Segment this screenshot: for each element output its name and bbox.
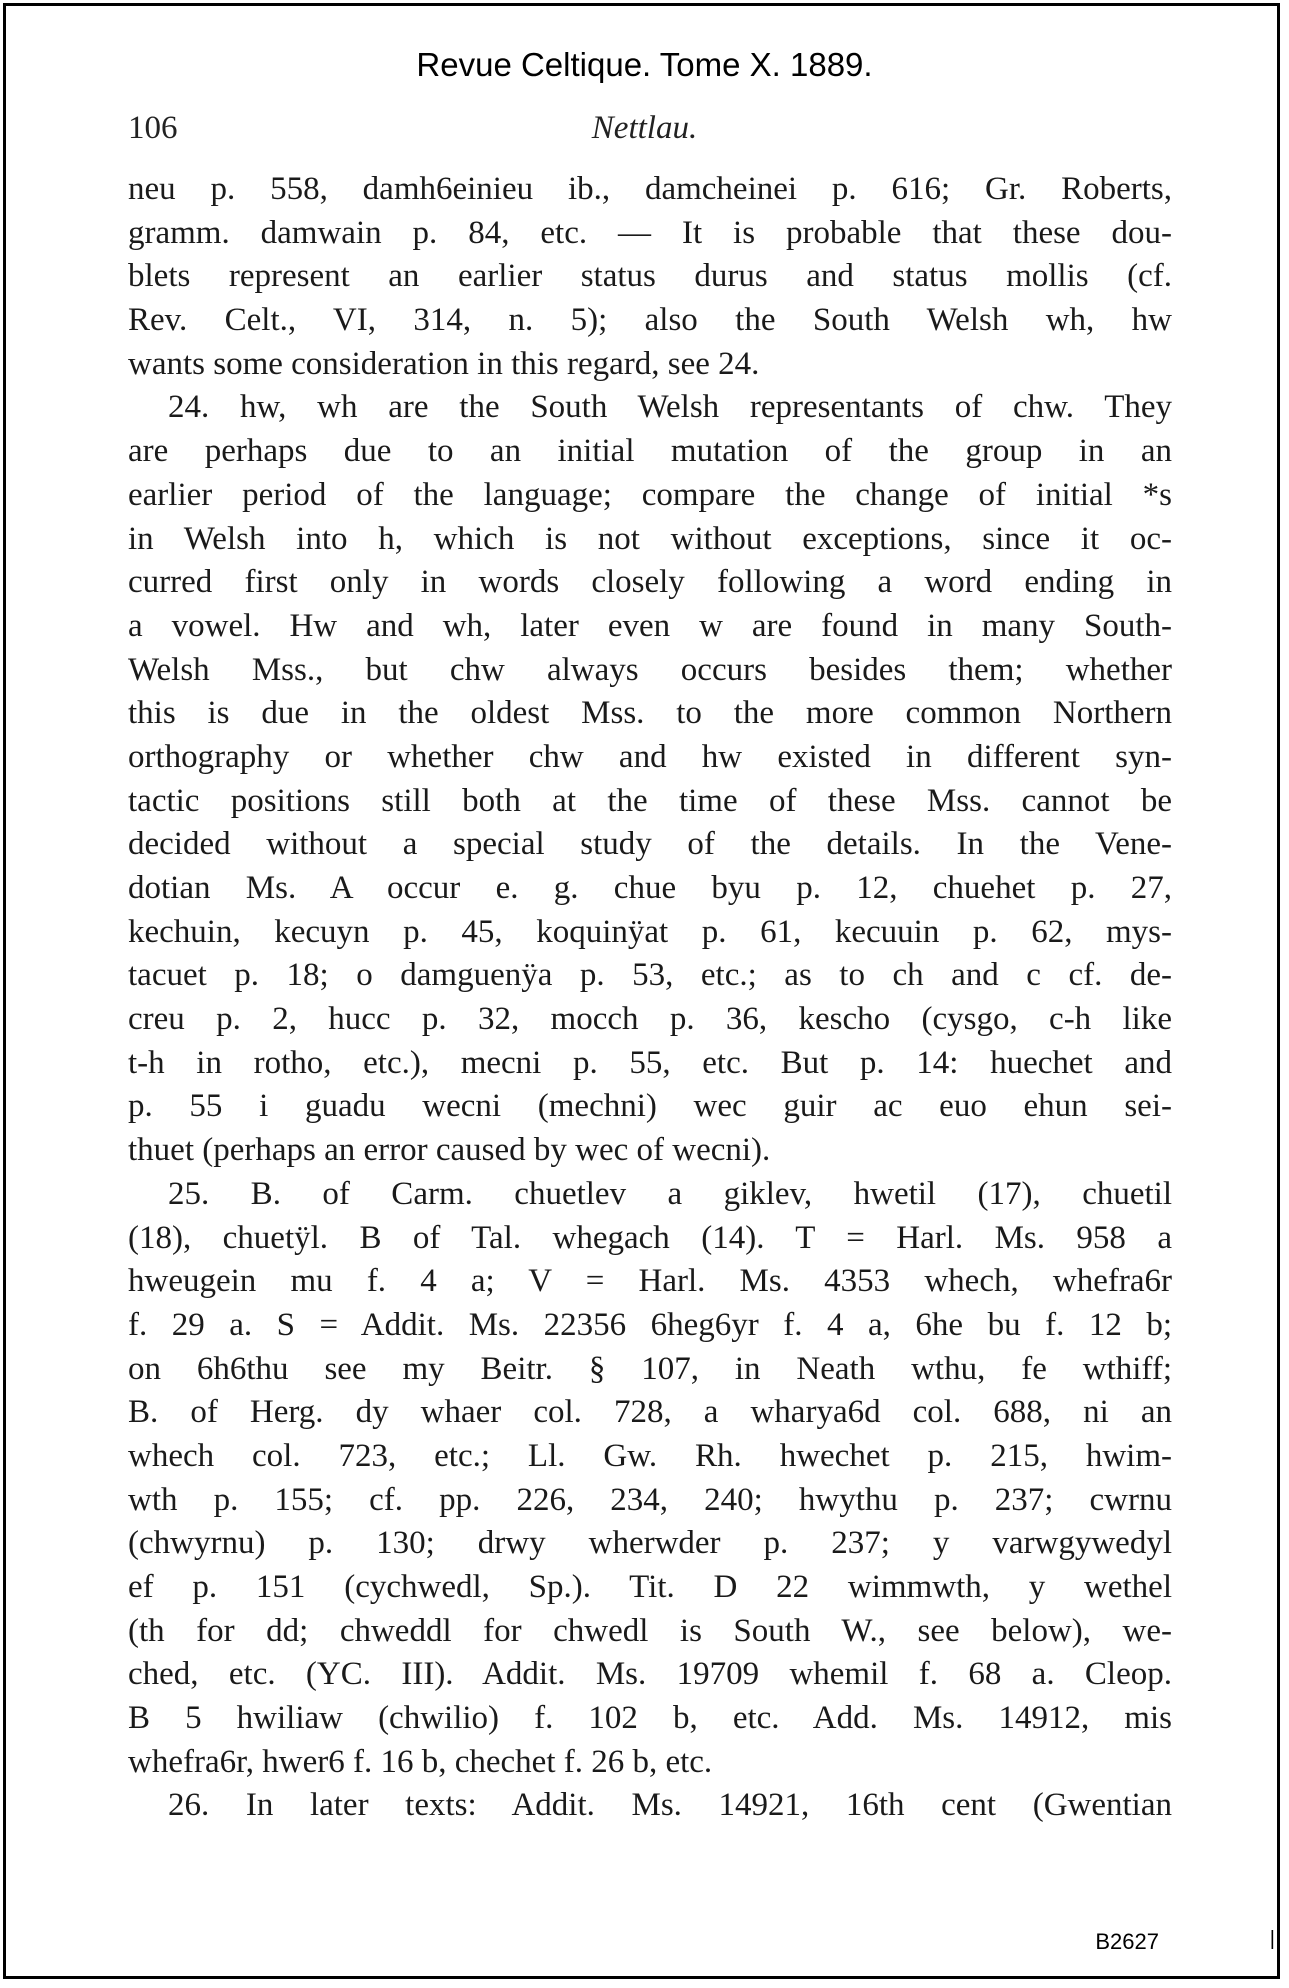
source-citation-header: Revue Celtique. Tome X. 1889. <box>416 46 873 83</box>
text-line: tactic positions still both at the time of these Mss. cannot be <box>128 782 1172 819</box>
text-line: earlier period of the language; compare the change of initial *s <box>128 476 1172 513</box>
text-line: whefra6r, hwer6 f. 16 b, chechet f. 26 b, etc. <box>128 1743 713 1780</box>
body-text <box>128 168 1172 1828</box>
text-line: tacuet p. 18; o damguenÿa p. 53, etc.; as to ch and c cf. de- <box>128 957 1172 994</box>
text-line: ef p. 151 (cychwedl, Sp.). Tit. D 22 wimmwth, y wethel <box>128 1569 1172 1605</box>
text-line: ched, etc. (YC. III). Addit. Ms. 19709 whemil f. 68 a. Cleop. <box>128 1656 1172 1693</box>
text-line: (18), chuetÿl. B of Tal. whegach (14). T = Harl. Ms. 958 a <box>128 1219 1172 1256</box>
text-line: a vowel. Hw and wh, later even w are found in many South- <box>128 607 1172 644</box>
text-line: hweugein mu f. 4 a; V = Harl. Ms. 4353 whech, whefra6r <box>128 1263 1172 1300</box>
paragraph-25-start: 25. B. of Carm. chuetlev a giklev, hwetil (17), chuetil <box>168 1175 1172 1212</box>
text-line: (th for dd; chweddl for chwedl is South W., see below), we- <box>128 1612 1172 1649</box>
text-line: creu p. 2, hucc p. 32, mocch p. 36, kescho (cysgo, c-h like <box>128 1001 1172 1038</box>
text-line: in Welsh into h, which is not without exceptions, since it oc- <box>128 520 1172 557</box>
running-head: Nettlau. <box>591 110 698 146</box>
text-line: on 6h6thu see my Beitr. § 107, in Neath wthu, fe wthiff; <box>128 1350 1172 1387</box>
text-line: f. 29 a. S = Addit. Ms. 22356 6heg6yr f. 4 a, 6he bu f. 12 b; <box>128 1306 1172 1343</box>
text-line: decided without a special study of the details. In the Vene- <box>128 826 1172 863</box>
text-line: Welsh Mss., but chw always occurs besides them; whether <box>128 651 1172 688</box>
paragraph-26-start: 26. In later texts: Addit. Ms. 14921, 16th cent (Gwentian <box>168 1787 1172 1824</box>
text-line: t-h in rotho, etc.), mecni p. 55, etc. But p. 14: huechet and <box>128 1044 1172 1081</box>
text-line: dotian Ms. A occur e. g. chue byu p. 12, chuehet p. 27, <box>128 870 1172 906</box>
corner-tick-mark: | <box>1269 1928 1275 1950</box>
text-line: B 5 hwiliaw (chwilio) f. 102 b, etc. Add. Ms. 14912, mis <box>128 1700 1172 1737</box>
text-line: neu p. 558, damh6einieu ib., damcheinei p. 616; Gr. Roberts, <box>128 171 1172 207</box>
paragraph-24-start: 24. hw, wh are the South Welsh representants of chw. They <box>168 389 1172 426</box>
text-line: gramm. damwain p. 84, etc. — It is probable that these dou- <box>128 214 1172 251</box>
text-line: thuet (perhaps an error caused by wec of wecni). <box>128 1132 771 1169</box>
text-line: wants some consideration in this regard, see 24. <box>128 345 760 382</box>
page-number: 106 <box>128 110 178 146</box>
text-line: (chwyrnu) p. 130; drwy wherwder p. 237; y varwgywedyl <box>128 1525 1172 1562</box>
text-line: are perhaps due to an initial mutation of the group in an <box>128 433 1172 470</box>
text-line: blets represent an earlier status durus and status mollis (cf. <box>128 258 1172 295</box>
text-line: kechuin, kecuyn p. 45, koquinÿat p. 61, kecuuin p. 62, mys- <box>128 913 1172 950</box>
catalog-stamp: B2627 <box>1095 1929 1159 1954</box>
text-line: p. 55 i guadu wecni (mechni) wec guir ac euo ehun sei- <box>128 1088 1172 1125</box>
text-line: wth p. 155; cf. pp. 226, 234, 240; hwythu p. 237; cwrnu <box>128 1481 1172 1518</box>
text-line: curred first only in words closely following a word ending in <box>128 564 1172 601</box>
text-line: Rev. Celt., VI, 314, n. 5); also the South Welsh wh, hw <box>128 302 1172 339</box>
text-line: orthography or whether chw and hw existed in different syn- <box>128 738 1172 775</box>
text-line: this is due in the oldest Mss. to the more common Northern <box>128 695 1172 732</box>
text-line: B. of Herg. dy whaer col. 728, a wharya6d col. 688, ni an <box>128 1394 1172 1431</box>
text-line: whech col. 723, etc.; Ll. Gw. Rh. hwechet p. 215, hwim- <box>128 1437 1172 1474</box>
